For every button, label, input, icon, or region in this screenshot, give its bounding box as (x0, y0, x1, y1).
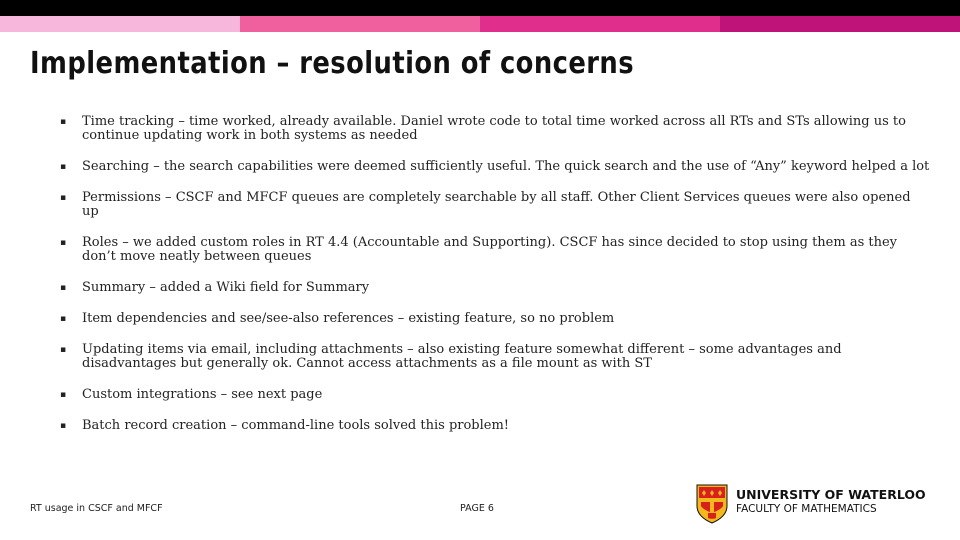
university-name: UNIVERSITY OF WATERLOO (736, 487, 926, 502)
bullet-item (60, 160, 930, 174)
header-stripe-magenta (480, 16, 720, 32)
university-logo (696, 484, 946, 526)
bullet-text: Batch record creation – command-line tools solved this problem! (82, 418, 510, 433)
bullet-text: Searching – the search capabilities were deemed sufficiently useful. The quick search and the use of “Any” keyword helped a lot (82, 159, 930, 174)
bullet-icon: ▪ (60, 390, 67, 400)
bullet-icon: ▪ (60, 345, 67, 355)
bullet-icon: ▪ (60, 117, 67, 127)
top-black-bar (0, 0, 960, 16)
header-stripe-light-pink (0, 16, 240, 32)
bullet-item (60, 115, 930, 143)
waterloo-shield-icon (696, 484, 728, 524)
faculty-name: FACULTY OF MATHEMATICS (736, 503, 877, 515)
bullet-text: Item dependencies and see/see-also references – existing feature, so no problem (82, 311, 615, 326)
bullet-icon: ▪ (60, 193, 67, 203)
bullet-text: Permissions – CSCF and MFCF queues are completely searchable by all staff. Other Client Services queues were also opened up (82, 190, 911, 219)
bullet-icon: ▪ (60, 421, 67, 431)
bullet-item (60, 312, 930, 326)
bullet-item (60, 281, 930, 295)
bullet-icon: ▪ (60, 283, 67, 293)
header-stripe-dark-magenta (720, 16, 960, 32)
header-stripe-pink (240, 16, 480, 32)
bullet-item (60, 343, 930, 371)
slide-title: Implementation – resolution of concerns (30, 46, 635, 81)
bullet-text: Roles – we added custom roles in RT 4.4 (Accountable and Supporting). CSCF has since decided to stop using them as they don’t move neatly between queues (82, 235, 898, 264)
bullet-icon: ▪ (60, 238, 67, 248)
bullet-icon: ▪ (60, 162, 67, 172)
bullet-item (60, 236, 930, 264)
bullet-text: Custom integrations – see next page (82, 387, 323, 402)
bullet-item (60, 419, 930, 433)
bullet-icon: ▪ (60, 314, 67, 324)
bullet-text: Time tracking – time worked, already available. Daniel wrote code to total time worked across all RTs and STs allowing us to continue updating work in both systems as needed (82, 114, 906, 143)
bullet-text: Updating items via email, including attachments – also existing feature somewhat different – some advantages and disadvantages but generally ok. Cannot access attachments as a file mount as with ST (82, 342, 842, 371)
bullet-list (60, 112, 930, 433)
page-number: PAGE 6 (460, 503, 494, 514)
bullet-item (60, 388, 930, 402)
bullet-item (60, 191, 930, 219)
bullet-text: Summary – added a Wiki field for Summary (82, 280, 370, 295)
footer-title: RT usage in CSCF and MFCF (30, 503, 163, 514)
